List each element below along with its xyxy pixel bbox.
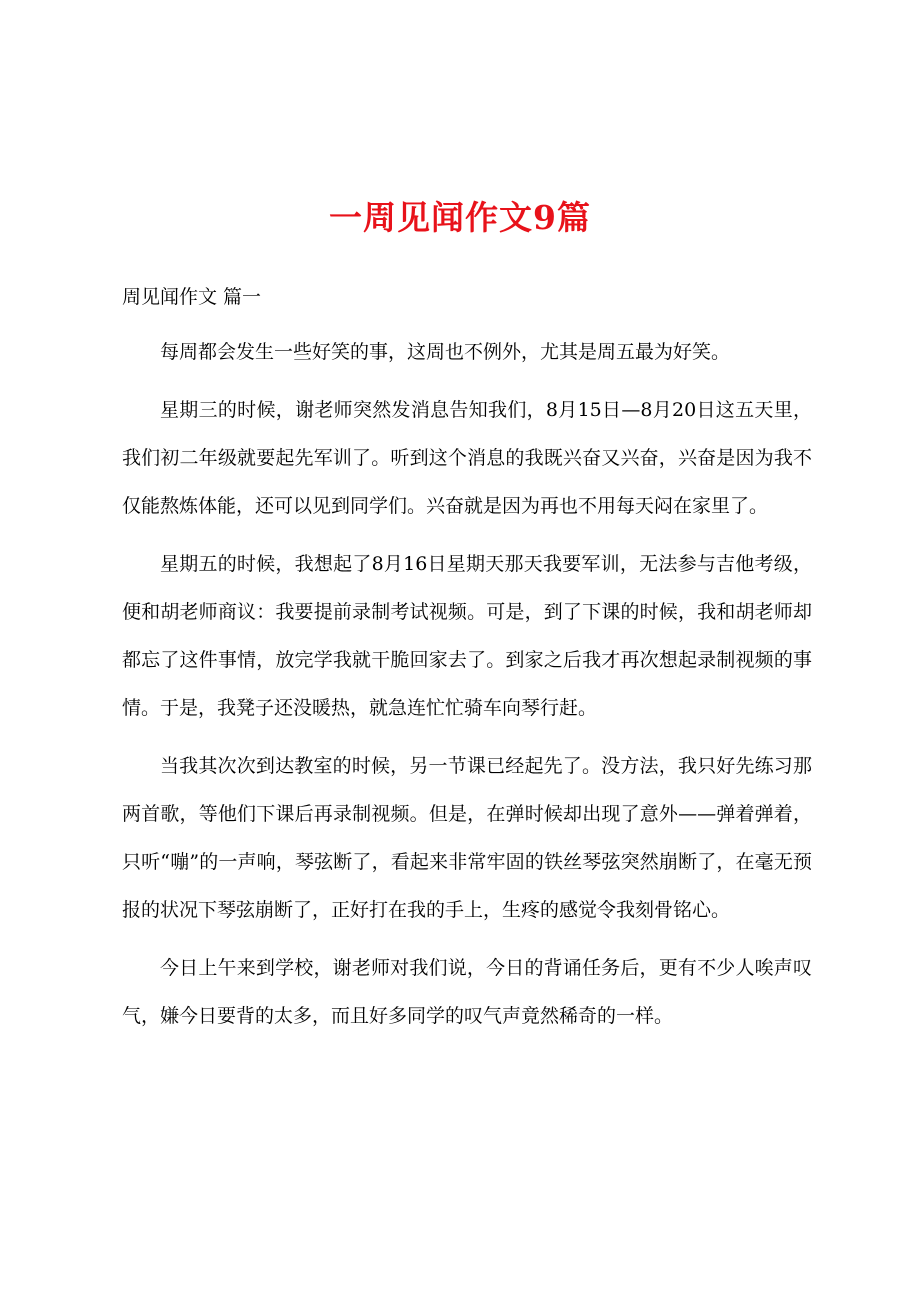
paragraph-4: 当我其次次到达教室的时候，另一节课已经起先了。没方法，我只好先练习那两首歌，等他们下课后再录制视频。但是，在弹时候却出现了意外——弹着弹着，只听“嘣”的一声响，琴弦断了，看起来非常牢固的铁丝琴弦突然崩断了，在毫无预报的状况下琴弦崩断了，正好打在我的手上，生疼的感觉令我刻骨铭心。: [122, 755, 812, 921]
document-title: 一周见闻作文9篇: [329, 198, 591, 237]
paragraph-5: 今日上午来到学校，谢老师对我们说，今日的背诵任务后，更有不少人唉声叹气，嫌今日要背的太多，而且好多同学的叹气声竟然稀奇的一样。: [122, 957, 812, 1027]
paragraph-3: 星期五的时候，我想起了8月16日星期天那天我要军训，无法参与吉他考级，便和胡老师商议：我要提前录制考试视频。可是，到了下课的时候，我和胡老师却都忘了这件事情，放完学我就干脆回家去了。到家之后我才再次想起录制视频的事情。于是，我凳子还没暖热，就急连忙忙骑车向琴行赶。: [122, 553, 812, 719]
section-heading: 周见闻作文 篇一: [122, 286, 262, 308]
paragraph-2: 星期三的时候，谢老师突然发消息告知我们，8月15日—8月20日这五天里，我们初二年级就要起先军训了。听到这个消息的我既兴奋又兴奋，兴奋是因为我不仅能熬炼体能，还可以见到同学们。兴奋就是因为再也不用每天闷在家里了。: [122, 399, 812, 517]
paragraph-1: 每周都会发生一些好笑的事，这周也不例外，尤其是周五最为好笑。: [160, 341, 731, 363]
document-body: [122, 328, 812, 1050]
